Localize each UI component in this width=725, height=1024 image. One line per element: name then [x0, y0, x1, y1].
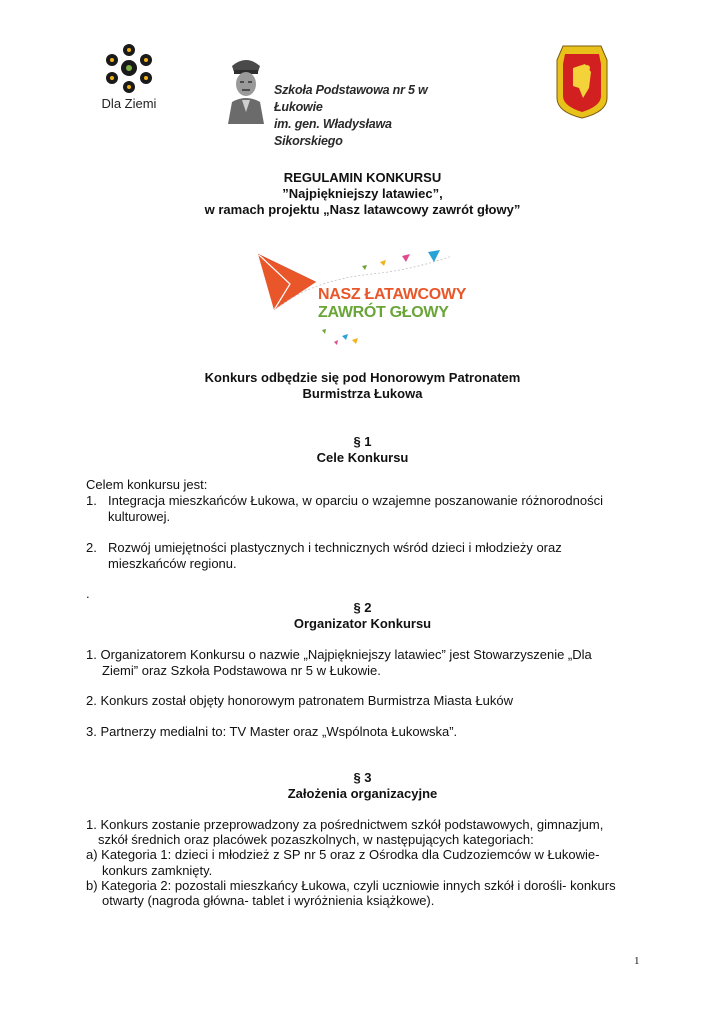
- school-name-line2: im. gen. Władysława Sikorskiego: [274, 117, 392, 148]
- section1-mark: § 1: [353, 434, 372, 449]
- section2-item-1-line2: Ziemi” oraz Szkoła Podstawowa nr 5 w Łukowie.: [102, 663, 381, 678]
- list-item-text: [86, 493, 646, 525]
- dla-ziemi-logo: [92, 42, 166, 122]
- page-number: 1: [634, 955, 640, 967]
- list-item-line: kulturowej.: [108, 509, 171, 524]
- school-logo: [222, 52, 462, 148]
- section3-item-a-line2: konkurs zamknięty.: [102, 863, 213, 878]
- section1-heading: Cele Konkursu: [316, 450, 409, 465]
- patronage-line-1: Konkurs odbędzie się pod Honorowym Patronatem: [204, 370, 521, 385]
- general-portrait-icon: [222, 52, 270, 124]
- section3-item-a-line1: a) Kategoria 1: dzieci i młodzież z SP nr 5 oraz z Ośrodka dla Cudzoziemców w Łukowie-: [86, 847, 600, 862]
- list-item-text: [86, 540, 646, 572]
- list-number: 2.: [86, 540, 97, 555]
- patronage-line-2: Burmistrza Łukowa: [302, 386, 423, 401]
- section3-heading: Założenia organizacyjne: [287, 786, 438, 801]
- flower-emblem-icon: [103, 42, 155, 94]
- section3-item-1-line1: 1. Konkurs zostanie przeprowadzony za pośrednictwem szkół podstawowych, gimnazjum,: [86, 817, 604, 832]
- city-coat-of-arms-icon: [555, 42, 609, 120]
- section3-mark: § 3: [353, 770, 372, 785]
- school-name-line1: Szkoła Podstawowa nr 5 w Łukowie: [274, 83, 428, 114]
- section1-item-2: [86, 540, 646, 572]
- dla-ziemi-caption: Dla Ziemi: [101, 96, 157, 111]
- list-number: 1.: [86, 493, 97, 508]
- section2-item-1-line1: 1. Organizatorem Konkursu o nazwie „Najpiękniejszy latawiec” jest Stowarzyszenie „Dla: [86, 647, 592, 662]
- list-item-line: mieszkańców regionu.: [108, 556, 237, 571]
- stray-dot: .: [86, 586, 90, 601]
- section1-item-1: [86, 493, 646, 525]
- section2-mark: § 2: [353, 600, 372, 615]
- school-name: [274, 82, 462, 150]
- section3-item-b-line2: otwarty (nagroda główna- tablet i wyróżnienia książkowe).: [102, 893, 435, 908]
- kite-logo-line1: NASZ ŁATAWCOWY: [318, 286, 467, 303]
- section1-intro: Celem konkursu jest:: [86, 477, 208, 492]
- title-line-1: REGULAMIN KONKURSU: [283, 170, 442, 185]
- list-item-line: Rozwój umiejętności plastycznych i technicznych wśród dzieci i młodzieży oraz: [108, 540, 562, 555]
- section2-item-3: 3. Partnerzy medialni to: TV Master oraz „Wspólnota Łukowska”.: [86, 724, 458, 739]
- section2-item-2: 2. Konkurs został objęty honorowym patronatem Burmistrza Miasta Łuków: [86, 693, 514, 708]
- section3-item-b-line1: b) Kategoria 2: pozostali mieszkańcy Łukowa, czyli uczniowie innych szkół i dorośli- konkurs: [86, 878, 616, 893]
- title-line-2: ”Najpiękniejszy latawiec”,: [282, 186, 443, 201]
- list-item-line: Integracja mieszkańców Łukowa, w oparciu o wzajemne poszanowanie różnorodności: [108, 493, 603, 508]
- kite-logo-line2: ZAWRÓT GŁOWY: [318, 304, 449, 321]
- section3-item-1-line2: szkół średnich oraz placówek pozaszkolnych, w następujących kategoriach:: [98, 832, 534, 847]
- section2-heading: Organizator Konkursu: [293, 616, 432, 631]
- title-line-3: w ramach projektu „Nasz latawcowy zawrót głowy”: [204, 202, 521, 217]
